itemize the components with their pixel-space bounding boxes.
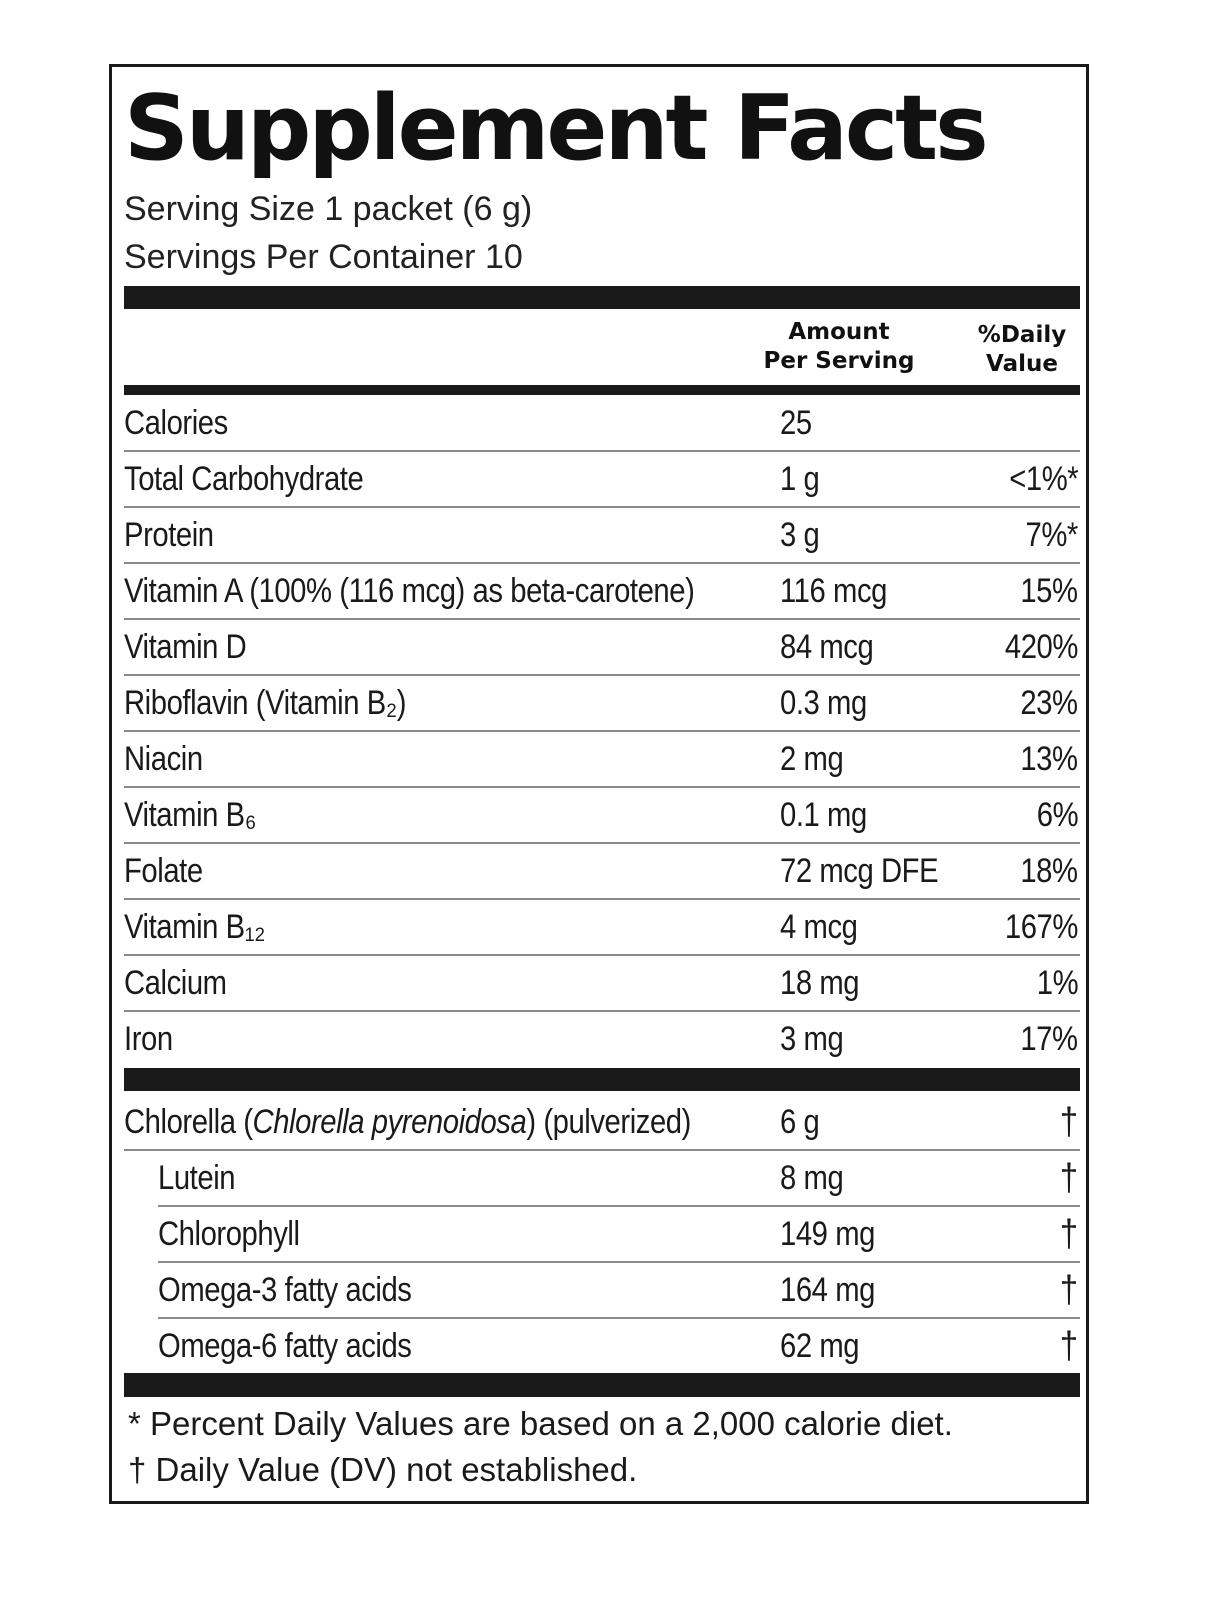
nutrient-row xyxy=(124,732,1080,788)
nutrient-name: Niacin xyxy=(124,740,203,778)
nutrient-amount: 2 mg xyxy=(780,740,844,778)
sub-ingredient-amount: 8 mg xyxy=(780,1159,844,1197)
nutrient-amount: 116 mcg xyxy=(780,572,887,610)
nutrient-name: Calories xyxy=(124,404,228,442)
thick-divider-bottom xyxy=(124,1373,1080,1397)
sub-ingredient-row xyxy=(158,1207,1080,1263)
nutrient-amount: 72 mcg DFE xyxy=(780,852,939,890)
nutrient-daily-value: 15% xyxy=(1020,572,1078,610)
supplement-facts-panel xyxy=(109,64,1089,1504)
panel-title: Supplement Facts xyxy=(124,76,986,181)
medium-divider xyxy=(124,385,1080,395)
sub-ingredient-amount: 164 mg xyxy=(780,1271,875,1309)
nutrient-row xyxy=(124,788,1080,844)
dv-header-line1: %Daily xyxy=(977,322,1067,348)
nutrient-daily-value: 13% xyxy=(1020,740,1078,778)
thick-divider-middle xyxy=(124,1068,1080,1091)
nutrient-name: Vitamin D xyxy=(124,628,247,666)
nutrient-name: Calcium xyxy=(124,964,227,1002)
chlorella-name-suffix: ) (pulverized) xyxy=(526,1103,691,1141)
sub-ingredient-row xyxy=(158,1263,1080,1319)
amount-per-serving-header xyxy=(744,318,934,376)
chlorella-species: Chlorella pyrenoidosa xyxy=(252,1103,527,1141)
thick-divider-top xyxy=(124,286,1080,309)
chlorella-name xyxy=(124,1095,691,1149)
nutrient-row xyxy=(124,844,1080,900)
nutrient-row xyxy=(124,396,1080,452)
serving-size: Serving Size 1 packet (6 g) xyxy=(124,190,533,228)
nutrient-daily-value: <1%* xyxy=(1008,460,1078,498)
nutrient-amount: 0.3 mg xyxy=(780,684,867,722)
nutrient-daily-value: 6% xyxy=(1036,796,1078,834)
nutrient-row xyxy=(124,508,1080,564)
footnote-dv-not-established: † Daily Value (DV) not established. xyxy=(128,1451,638,1488)
daily-value-header xyxy=(964,321,1080,379)
nutrient-amount: 3 mg xyxy=(780,1020,844,1058)
nutrient-name: Vitamin A (100% (116 mcg) as beta-carotene) xyxy=(124,572,695,610)
amount-header-line2: Per Serving xyxy=(763,348,915,374)
sub-ingredient-name: Chlorophyll xyxy=(158,1215,300,1253)
nutrient-amount: 25 xyxy=(780,404,812,442)
sub-ingredient-amount: 149 mg xyxy=(780,1215,875,1253)
nutrient-amount: 84 mcg xyxy=(780,628,874,666)
sub-ingredient-name: Omega-6 fatty acids xyxy=(158,1327,412,1365)
dagger-mark: † xyxy=(1060,1213,1078,1255)
nutrient-amount: 3 g xyxy=(780,516,820,554)
nutrient-name: Vitamin B₁₂ xyxy=(124,908,266,946)
amount-header-line1: Amount xyxy=(788,319,890,345)
nutrient-name: Riboflavin (Vitamin B₂) xyxy=(124,684,407,722)
nutrient-amount: 18 mg xyxy=(780,964,860,1002)
nutrient-row xyxy=(124,676,1080,732)
sub-ingredient-name: Lutein xyxy=(158,1159,236,1197)
nutrient-row xyxy=(124,452,1080,508)
sub-ingredient-row xyxy=(158,1319,1080,1375)
chlorella-name-prefix: Chlorella ( xyxy=(124,1103,253,1141)
nutrient-name: Vitamin B₆ xyxy=(124,796,257,834)
nutrient-row xyxy=(124,900,1080,956)
nutrient-row xyxy=(124,1012,1080,1068)
nutrient-daily-value: 23% xyxy=(1020,684,1078,722)
nutrient-daily-value: 420% xyxy=(1004,628,1078,666)
sub-ingredient-amount: 62 mg xyxy=(780,1327,860,1365)
dagger-mark: † xyxy=(1060,1101,1078,1143)
nutrient-amount: 0.1 mg xyxy=(780,796,867,834)
dagger-mark: † xyxy=(1060,1269,1078,1311)
sub-ingredient-row xyxy=(158,1151,1080,1207)
nutrient-row xyxy=(124,620,1080,676)
chlorella-row xyxy=(124,1095,1080,1151)
nutrient-name: Protein xyxy=(124,516,214,554)
footnote-percent-dv: * Percent Daily Values are based on a 2,000 calorie diet. xyxy=(128,1405,953,1442)
nutrient-name: Total Carbohydrate xyxy=(124,460,364,498)
nutrient-name: Folate xyxy=(124,852,203,890)
nutrient-name: Iron xyxy=(124,1020,173,1058)
nutrient-daily-value: 18% xyxy=(1020,852,1078,890)
sub-ingredient-name: Omega-3 fatty acids xyxy=(158,1271,412,1309)
nutrient-row xyxy=(124,956,1080,1012)
nutrient-amount: 1 g xyxy=(780,460,820,498)
nutrient-daily-value: 167% xyxy=(1004,908,1078,946)
nutrient-row xyxy=(124,564,1080,620)
servings-per-container: Servings Per Container 10 xyxy=(124,238,523,276)
dv-header-line2: Value xyxy=(986,351,1058,377)
nutrient-daily-value: 17% xyxy=(1020,1020,1078,1058)
nutrient-amount: 4 mcg xyxy=(780,908,858,946)
dagger-mark: † xyxy=(1060,1325,1078,1367)
chlorella-amount: 6 g xyxy=(780,1103,820,1141)
dagger-mark: † xyxy=(1060,1157,1078,1199)
nutrient-daily-value: 7%* xyxy=(1025,516,1078,554)
nutrient-daily-value: 1% xyxy=(1036,964,1078,1002)
